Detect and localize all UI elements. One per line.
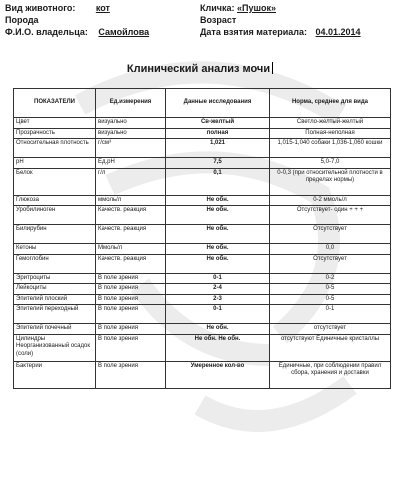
norm-cell: 0-2: [270, 273, 391, 284]
table-row: [14, 128, 391, 139]
result-cell: 1,021: [166, 139, 270, 158]
table-row: [14, 305, 391, 324]
nickname-field: [200, 2, 397, 14]
result-cell: Умеренное кол-во: [166, 361, 270, 388]
indicator-cell: Цвет: [14, 118, 96, 129]
unit-cell: В поле зрения: [96, 334, 166, 361]
table-row: [14, 273, 391, 284]
norm-cell: Светло-желтый-желтый: [270, 118, 391, 129]
indicator-cell: Эпителий переходный: [14, 305, 96, 324]
indicator-cell: Относительная плотность: [14, 139, 96, 158]
table-row: [14, 284, 391, 295]
text-cursor: [272, 62, 273, 74]
norm-cell: 0-1: [270, 305, 391, 324]
breed-label: Порода: [5, 15, 39, 25]
unit-cell: ммоль/л: [96, 195, 166, 206]
sample-date-value: 04.01.2014: [315, 27, 361, 37]
norm-cell: 0,0: [270, 244, 391, 255]
unit-cell: Качеств. реакция: [96, 254, 166, 273]
animal-type-label: Вид животного:: [5, 3, 76, 13]
norm-cell: 0-0,3 (при относительной плотности в пределах нормы): [270, 168, 391, 195]
unit-cell: Качеств. реакция: [96, 206, 166, 225]
unit-cell: В поле зрения: [96, 324, 166, 335]
unit-cell: Качеств. реакция: [96, 225, 166, 244]
document-title: Клинический анализ мочи: [126, 63, 271, 75]
column-header-unit: Ед.измерения: [96, 89, 166, 118]
age-field: [200, 14, 397, 26]
unit-cell: Ммоль/л: [96, 244, 166, 255]
result-cell: Не обн.: [166, 324, 270, 335]
table-row: [14, 324, 391, 335]
result-cell: 0,1: [166, 168, 270, 195]
unit-cell: Ед.pH: [96, 158, 166, 169]
result-cell: 0-1: [166, 305, 270, 324]
result-cell: Не обн.: [166, 225, 270, 244]
indicator-cell: Уробилиноген: [14, 206, 96, 225]
norm-cell: Отсутствует: [270, 254, 391, 273]
unit-cell: В поле зрения: [96, 294, 166, 305]
owner-value: Самойлова: [98, 27, 150, 37]
indicator-cell: Гемоглобин: [14, 254, 96, 273]
norm-cell: 5,0-7,0: [270, 158, 391, 169]
unit-cell: г/см³: [96, 139, 166, 158]
table-row: [14, 244, 391, 255]
norm-cell: Единичные, при соблюдении правил сбора, хранения и доставки: [270, 361, 391, 388]
norm-cell: Отсутствует- один + + +: [270, 206, 391, 225]
table-row: [14, 195, 391, 206]
indicator-cell: Бактерии: [14, 361, 96, 388]
document-header: [5, 2, 397, 38]
indicator-cell: Эпителий плоский: [14, 294, 96, 305]
table-row: [14, 118, 391, 129]
table-row: [14, 334, 391, 361]
sample-date-label: Дата взятия материала:: [200, 27, 307, 37]
indicator-cell: Глюкоза: [14, 195, 96, 206]
result-cell: полная: [166, 128, 270, 139]
indicator-cell: Белок: [14, 168, 96, 195]
table-row: [14, 294, 391, 305]
table-row: [14, 168, 391, 195]
unit-cell: визуально: [96, 118, 166, 129]
table-row: [14, 139, 391, 158]
column-header-norm: Норма, среднее для вида: [270, 89, 391, 118]
indicator-cell: Цилиндры Неорганизованный осадок (соли): [14, 334, 96, 361]
unit-cell: визуально: [96, 128, 166, 139]
result-cell: Св-желтый: [166, 118, 270, 129]
unit-cell: В поле зрения: [96, 361, 166, 388]
indicator-cell: Эритроциты: [14, 273, 96, 284]
norm-cell: Отсутствует: [270, 225, 391, 244]
result-cell: Не обн. Не обн.: [166, 334, 270, 361]
table-header-row: [14, 89, 391, 118]
unit-cell: В поле зрения: [96, 284, 166, 295]
breed-field: [5, 14, 200, 26]
indicator-cell: Прозрачность: [14, 128, 96, 139]
norm-cell: отсутствует: [270, 324, 391, 335]
animal-type-value: кот: [95, 3, 110, 13]
unit-cell: г/л: [96, 168, 166, 195]
table-row: [14, 361, 391, 388]
unit-cell: В поле зрения: [96, 305, 166, 324]
indicator-cell: Эпителий почечный: [14, 324, 96, 335]
norm-cell: 0-2 ммоль/л: [270, 195, 391, 206]
unit-cell: В поле зрения: [96, 273, 166, 284]
table-row: [14, 254, 391, 273]
nickname-label: Кличка:: [200, 3, 235, 13]
result-cell: 7,5: [166, 158, 270, 169]
result-cell: Не обн.: [166, 206, 270, 225]
document-title-wrap: [0, 62, 400, 75]
indicator-cell: Билирубин: [14, 225, 96, 244]
nickname-value: «Пушок»: [237, 3, 276, 13]
norm-cell: 0-5: [270, 294, 391, 305]
indicator-cell: pH: [14, 158, 96, 169]
norm-cell: 0-5: [270, 284, 391, 295]
sample-date-field: [200, 26, 397, 38]
table-row: [14, 158, 391, 169]
column-header-result: Данные исследования: [166, 89, 270, 118]
column-header-indicator: ПОКАЗАТЕЛИ: [14, 89, 96, 118]
indicator-cell: Кетоны: [14, 244, 96, 255]
result-cell: Не обн.: [166, 254, 270, 273]
result-cell: Не обн.: [166, 195, 270, 206]
result-cell: Не обн.: [166, 244, 270, 255]
results-table: [13, 88, 391, 389]
table-row: [14, 225, 391, 244]
norm-cell: отсутствуют Единичные кристаллы: [270, 334, 391, 361]
result-cell: 2-4: [166, 284, 270, 295]
result-cell: 2-3: [166, 294, 270, 305]
owner-label: Ф.И.О. владельца:: [5, 27, 88, 37]
result-cell: 0-1: [166, 273, 270, 284]
indicator-cell: Лейкоциты: [14, 284, 96, 295]
animal-type-field: [5, 2, 200, 14]
table-row: [14, 206, 391, 225]
owner-field: [5, 26, 200, 38]
norm-cell: Полная-неполная: [270, 128, 391, 139]
age-label: Возраст: [200, 15, 237, 25]
norm-cell: 1,015-1,040 собаки 1,036-1,060 кошки: [270, 139, 391, 158]
